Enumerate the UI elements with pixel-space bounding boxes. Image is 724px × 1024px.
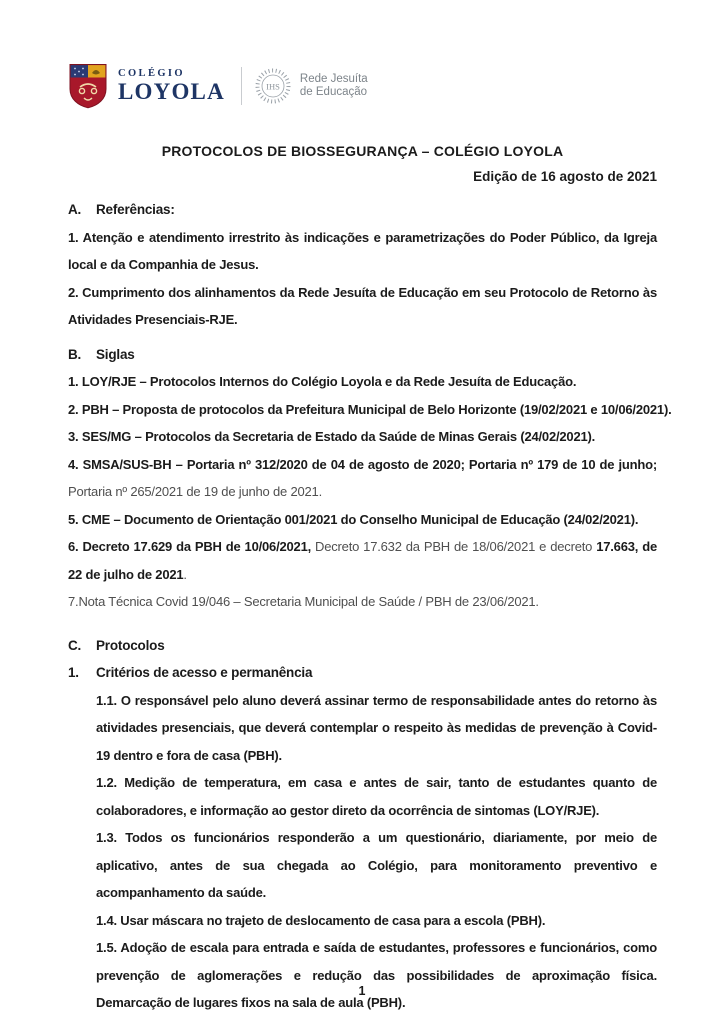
text-segment: Portaria nº 265/2021 de 19 de junho de 2021. xyxy=(68,484,322,499)
text-segment: 2. Cumprimento dos alinhamentos da Rede Jesuíta de Educação em seu Protocolo de Retorno às Atividades Presenciais-RJE. xyxy=(68,284,657,327)
text-segment: 1. LOY/RJE – Protocolos Internos do Colégio Loyola e da Rede Jesuíta de Educação. xyxy=(68,374,577,389)
doc-paragraph xyxy=(68,279,657,334)
page-number: 1 xyxy=(358,984,366,998)
section-title: Referências: xyxy=(96,202,175,217)
school-name xyxy=(118,68,225,104)
section-number: B. xyxy=(68,346,82,362)
document-title: PROTOCOLOS DE BIOSSEGURANÇA – COLÉGIO LOYOLA xyxy=(161,143,564,159)
text-segment: Decreto 17.632 da PBH de 18/06/2021 e decreto xyxy=(311,539,597,554)
network-logo xyxy=(254,67,368,105)
logo-divider xyxy=(241,67,242,105)
doc-paragraph xyxy=(96,769,657,824)
doc-paragraph xyxy=(68,423,657,451)
doc-paragraph xyxy=(96,824,657,907)
text-segment: 7.Nota Técnica Covid 19/046 – Secretaria Municipal de Saúde / PBH de 23/06/2021. xyxy=(68,594,539,609)
text-segment: 1.1. O responsável pelo aluno deverá assinar termo de responsabilidade antes do retorno às atividades presenciais, que deverá contemplar o respeito às medidas de prevenção à Covid-19 dentro e fora de casa (PBH). xyxy=(96,692,657,763)
doc-paragraph xyxy=(68,533,657,588)
section-number: C. xyxy=(68,637,82,653)
doc-paragraph xyxy=(68,506,657,534)
doc-paragraph xyxy=(96,934,657,1017)
network-name-line2: de Educação xyxy=(299,86,368,98)
doc-section-heading xyxy=(68,196,657,224)
section-number: 1. xyxy=(68,665,79,680)
doc-section-heading xyxy=(68,632,657,660)
school-logo xyxy=(68,62,657,110)
school-name-bottom: LOYOLA xyxy=(118,79,225,104)
doc-section-heading xyxy=(68,659,657,687)
doc-paragraph xyxy=(68,451,657,506)
doc-paragraph xyxy=(68,368,657,396)
section-number: A. xyxy=(68,202,82,217)
text-segment: 4. SMSA/SUS-BH – Portaria nº 312/2020 de 04 de agosto de 2020; Portaria nº 179 de 10 de junho; xyxy=(68,456,657,472)
doc-paragraph xyxy=(96,687,657,770)
doc-paragraph xyxy=(68,588,657,616)
section-title: Critérios de acesso e permanência xyxy=(96,665,313,680)
text-segment: 6. Decreto 17.629 da PBH de 10/06/2021, xyxy=(68,539,312,554)
doc-paragraph xyxy=(68,224,657,279)
section-title: Protocolos xyxy=(96,637,165,653)
doc-paragraph xyxy=(68,396,672,424)
section-title: Siglas xyxy=(96,346,135,362)
jesuit-seal-icon xyxy=(254,67,292,105)
doc-section-heading xyxy=(68,341,657,369)
text-segment: 1.4. Usar máscara no trajeto de deslocamento de casa para a escola (PBH). xyxy=(96,912,546,928)
edition-date: Edição de 16 agosto de 2021 xyxy=(473,169,657,184)
doc-paragraph xyxy=(96,907,657,935)
document-body xyxy=(68,196,672,1017)
text-segment: 1.3. Todos os funcionários responderão a um questionário, diariamente, por meio de aplicativo, antes de sua chegada ao Colégio, para monitoramento preventivo e acompanhamento da saúde. xyxy=(96,830,657,900)
network-name xyxy=(300,73,368,100)
text-segment: 5. CME – Documento de Orientação 001/2021 do Conselho Municipal de Educação (24/02/2021). xyxy=(68,511,639,527)
svg-text:IHS: IHS xyxy=(266,81,280,92)
loyola-crest-icon xyxy=(68,63,108,109)
text-segment: 17.663, de 22 de julho de 2021 xyxy=(68,539,657,582)
text-segment: . xyxy=(183,566,187,582)
text-segment: 3. SES/MG – Protocolos da Secretaria de Estado da Saúde de Minas Gerais (24/02/2021). xyxy=(68,429,596,444)
text-segment: 2. PBH – Proposta de protocolos da Prefeitura Municipal de Belo Horizonte (19/02/2021 e 10/06/2021). xyxy=(68,401,672,417)
network-name-line1: Rede Jesuíta xyxy=(299,72,368,85)
school-name-top: COLÉGIO xyxy=(118,68,185,79)
text-segment: 1.2. Medição de temperatura, em casa e antes de sair, tanto de estudantes quanto de colaboradores, e informação ao gestor direto da ocorrência de sintomas (LOY/RJE). xyxy=(96,775,657,818)
text-segment: 1.5. Adoção de escala para entrada e saída de estudantes, professores e funcionários, como prevenção de aglomerações e redução das possibilidades de aproximação física. Demarcação de lugares fixos na sala de aula (PBH). xyxy=(96,940,657,1010)
text-segment: 1. Atenção e atendimento irrestrito às indicações e parametrizações do Poder Público, da Igreja local e da Companhia de Jesus. xyxy=(68,229,657,272)
